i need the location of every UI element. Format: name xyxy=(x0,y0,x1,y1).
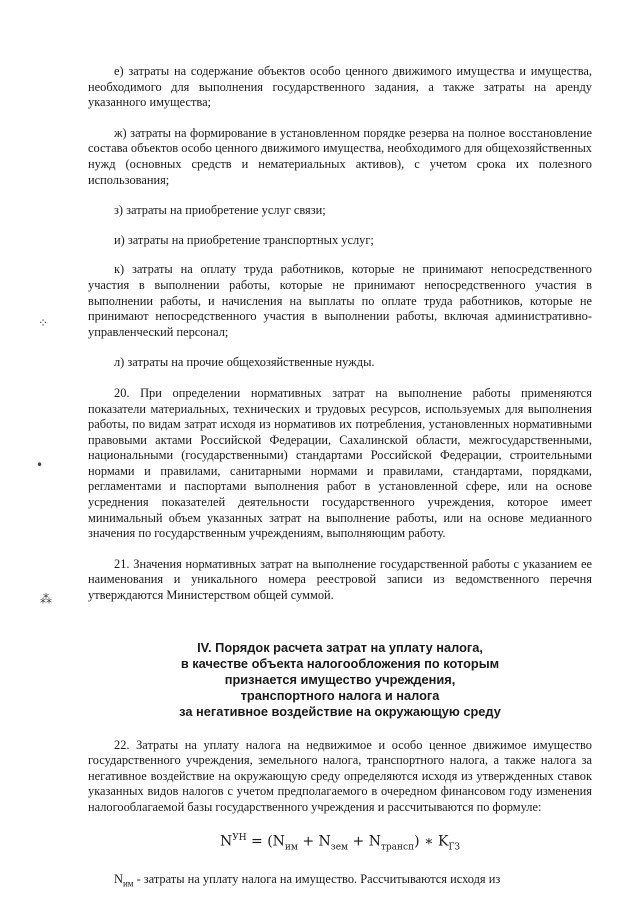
symbol-n: N xyxy=(114,871,123,886)
paragraph-22: 22. Затраты на уплату налога на недвижимое и особо ценное движимое имущество государственного учреждения, земельного налога, транспортного налога, а также налога за негативное воздействие на окружающую среду определяются исходя из утвержденных ставок указанных видов налогов с учетом предполагаемого в очередном финансовом году изменения налогооблагаемой базы государственного учреждения и рассчитываются по формуле: xyxy=(88,737,592,814)
tax-formula xyxy=(88,831,592,856)
formula-plus: + xyxy=(297,833,319,850)
section-heading xyxy=(88,640,592,720)
formula-sub: трансп xyxy=(380,842,415,853)
formula-eq: = ( xyxy=(246,833,273,850)
paragraph-e: е) затраты на содержание объектов особо ценного движимого имущества и имущества, необходимого для выполнения государственного задания, а также затраты на аренду указанного имущества; xyxy=(88,64,592,110)
scan-speck: ⁘ xyxy=(38,316,49,330)
paragraph-nim xyxy=(88,872,592,892)
formula-sub: им xyxy=(284,842,298,853)
definition-text: - затраты на уплату налога на имущество. Рассчитываются исходя из xyxy=(133,871,501,886)
heading-line: за негативное воздействие на окружающую среду xyxy=(179,703,501,719)
formula-lhs-sup: УН xyxy=(232,832,247,843)
paragraph-20: 20. При определении нормативных затрат на выполнение работы применяются показатели материальных, технических и трудовых ресурсов, используемых для выполнения работы, по видам затрат исходя из нормативов их потребления, установленных нормативными правовыми актами Российской Федерации, Сахалинской области, межгосударственными, национальными (государственными) стандартами Российской Федерации, строительными нормами и правилами, санитарными нормами и правилами, стандартами, порядками, регламентами и паспортами выполнения работ в установленной сфере, или на основе усреднения показателей деятельности государственного учреждения, которое имеет минимальный объем указанных затрат на выполнение работы, или на основе медианного значения по государственным учреждениям, выполняющим работу. xyxy=(88,385,592,541)
formula-sub: ГЗ xyxy=(448,842,461,853)
heading-line: признается имущество учреждения, xyxy=(224,671,456,687)
paragraph-l: л) затраты на прочие общехозяйственные нужды. xyxy=(114,355,375,370)
paragraph-i: и) затраты на приобретение транспортных услуг; xyxy=(114,232,374,247)
paragraph-21: 21. Значения нормативных затрат на выполнение государственной работы с указанием ее наименования и уникального номера реестровой записи из ведомственного перечня утверждаются Министерством общей суммой. xyxy=(88,556,592,603)
formula-term: N xyxy=(318,833,331,850)
heading-line: транспортного налога и налога xyxy=(240,687,440,703)
heading-line: IV. Порядок расчета затрат на уплату налога, xyxy=(197,639,483,655)
document-body xyxy=(88,64,592,907)
formula-close: ) ∗ xyxy=(414,833,438,850)
formula-plus: + xyxy=(348,833,369,850)
formula-coefficient: K xyxy=(437,833,449,850)
formula-term: N xyxy=(272,833,285,850)
formula-lhs: N xyxy=(219,833,233,850)
paragraph-z: з) затраты на приобретение услуг связи; xyxy=(114,203,326,218)
formula-sub: зем xyxy=(330,842,349,853)
scan-speck: • xyxy=(36,458,44,472)
formula-term: N xyxy=(368,833,381,850)
scan-speck: ⁂ xyxy=(40,592,52,606)
paragraph-k: к) затраты на оплату труда работников, которые не принимают непосредственного участия в выполнении работы, которые не принимают непосредственного участия в выполнении работы, и начисления на выплаты по оплате труда работников, которые не принимают непосредственного участия в выполнении работы, включая административно-управленческий персонал; xyxy=(88,262,592,339)
heading-line: в качестве объекта налогообложения по которым xyxy=(180,655,500,671)
paragraph-zh: ж) затраты на формирование в установленном порядке резерва на полное восстановление состава объектов особо ценного движимого имущества, необходимого для общехозяйственных нужд (основных средств и нематериальных активов), с учетом срока их полезного использования; xyxy=(88,125,592,187)
symbol-sub: им xyxy=(122,878,134,889)
